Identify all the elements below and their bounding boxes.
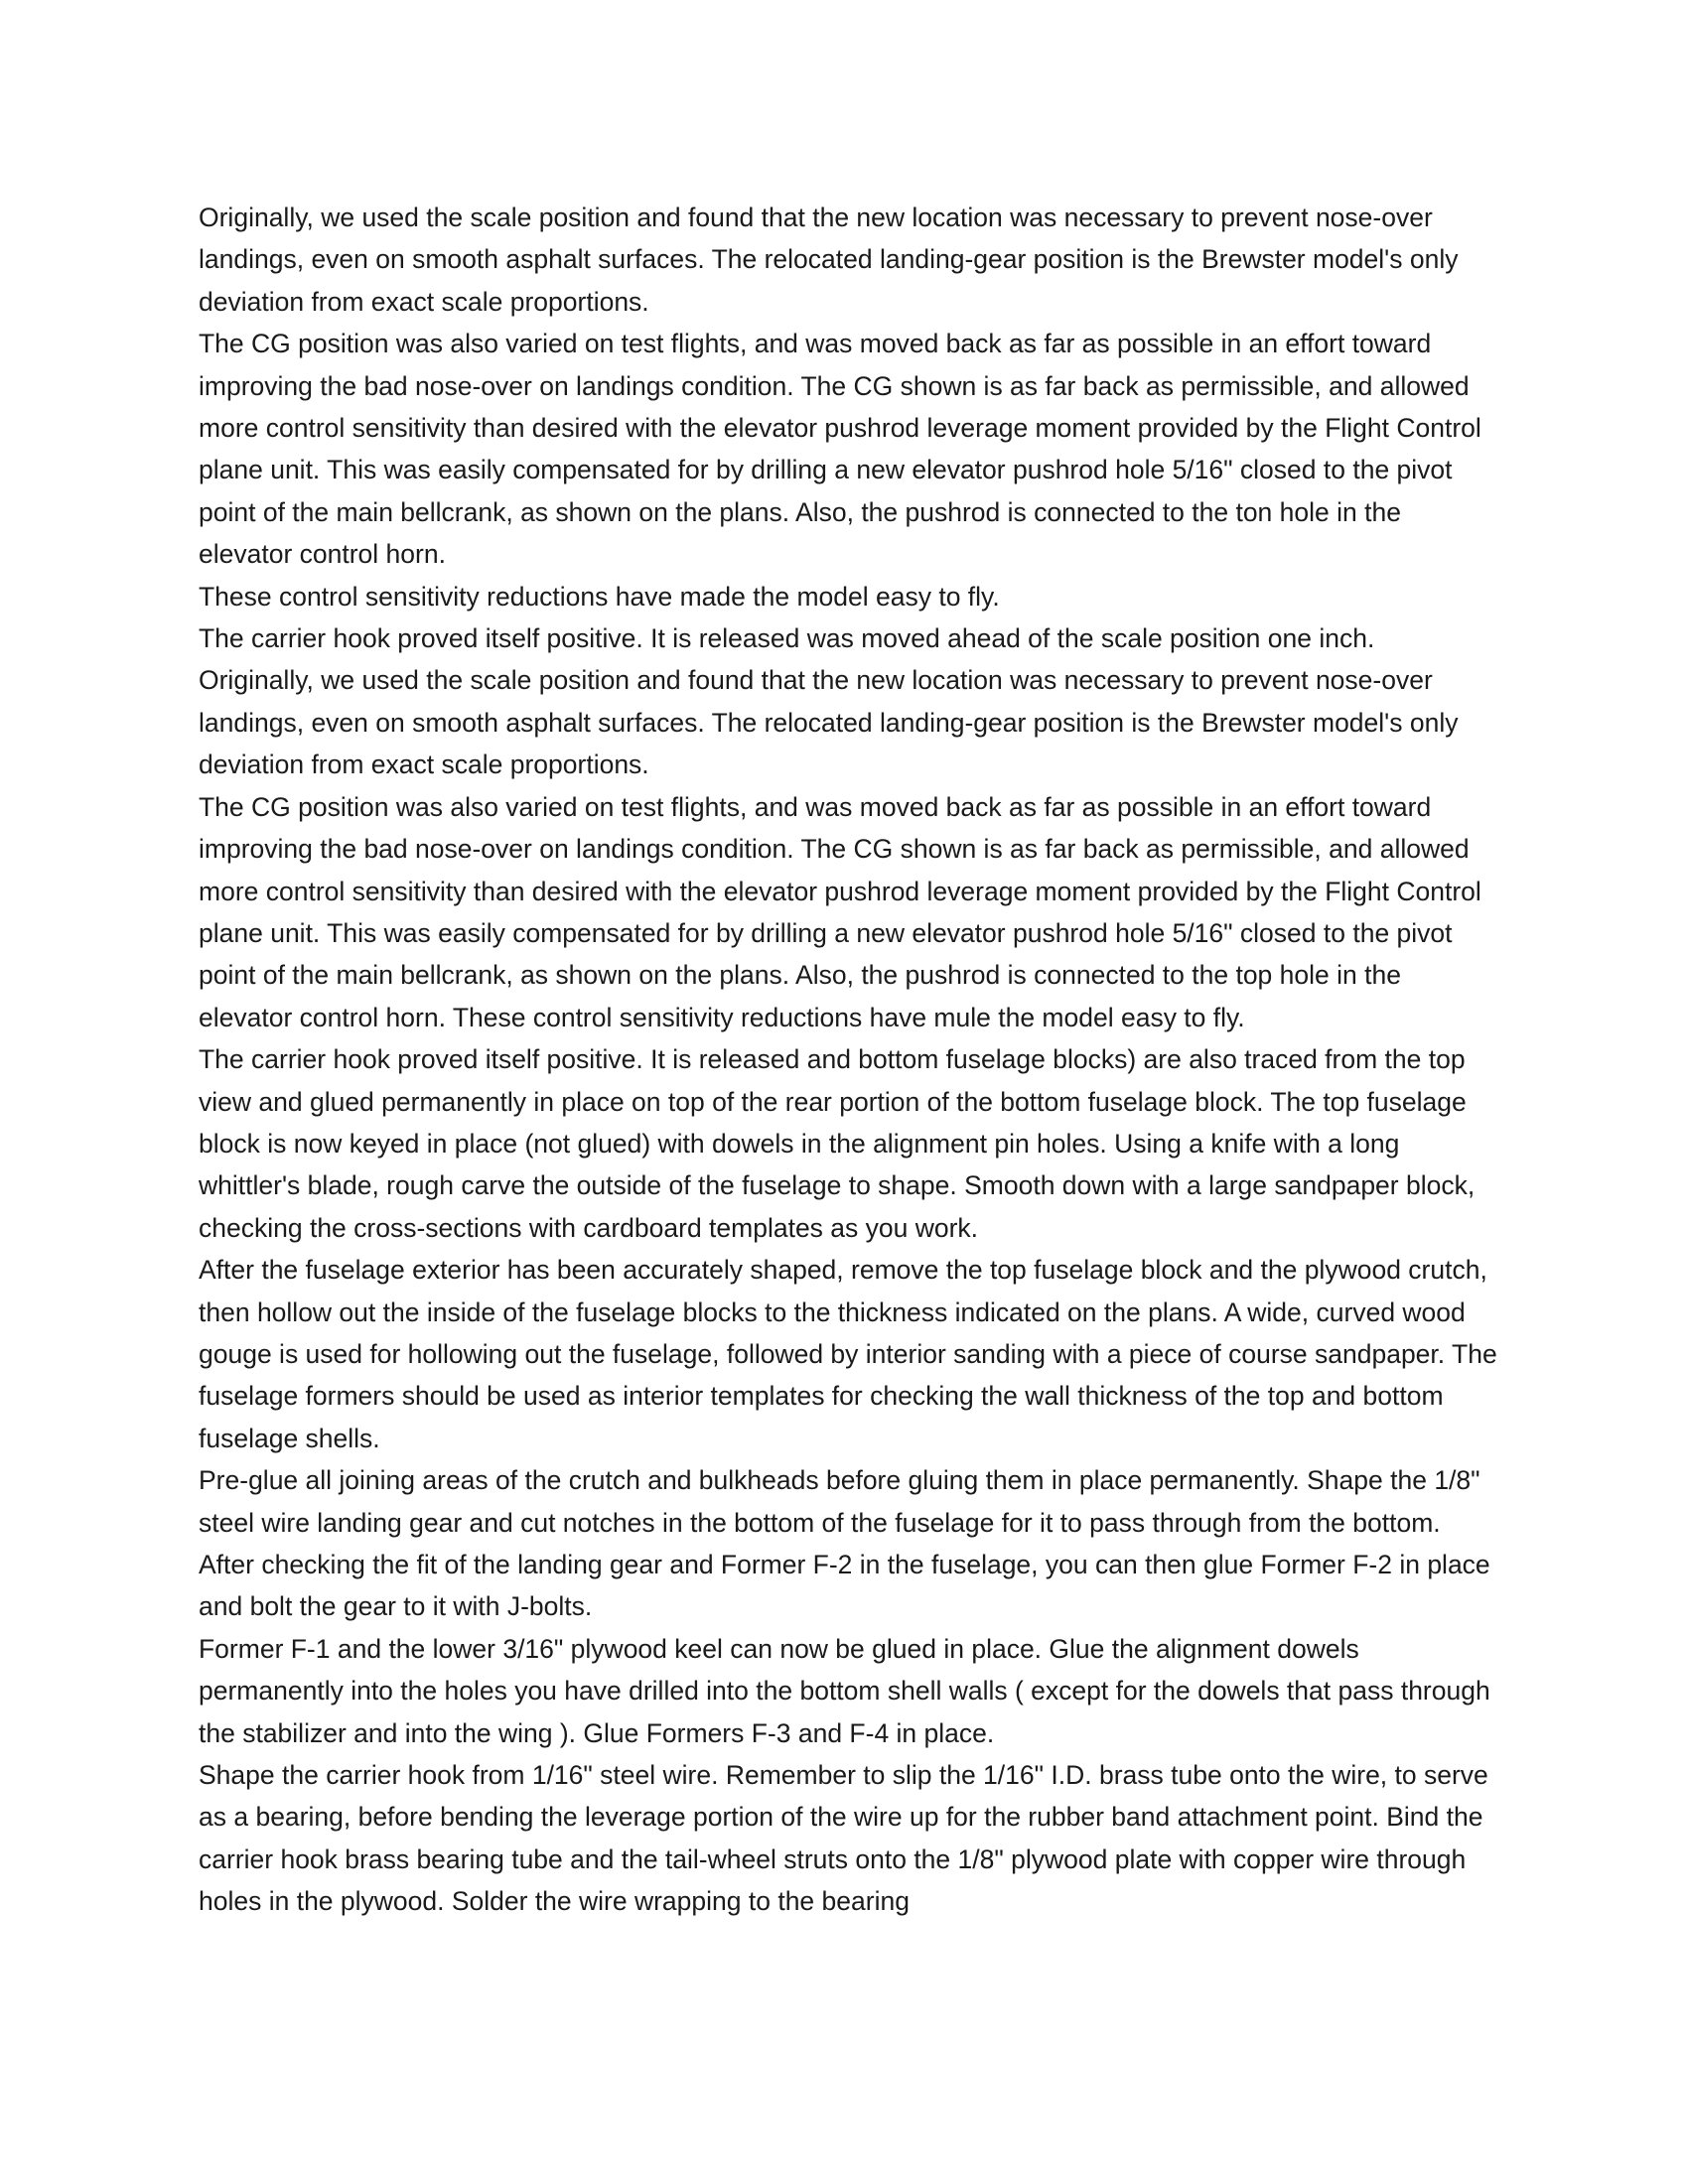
paragraph: These control sensitivity reductions have made the model easy to fly. [199,581,1000,612]
paragraph: After the fuselage exterior has been accurately shaped, remove the top fuselage block and the plywood crutch, then hollow out the inside of the fuselage blocks to the thickness indicated on the plans. A wide, curved wood gouge is used for hollowing out the fuselage, followed by interior sanding with a piece of course sandpaper. The fuselage formers should be used as interior templates for checking the wall thickness of the top and bottom fuselage shells. [199,1255,1497,1453]
paragraph: The carrier hook proved itself positive. It is released was moved ahead of the scale position one inch. [199,623,1375,654]
paragraph: Former F-1 and the lower 3/16" plywood keel can now be glued in place. Glue the alignment dowels permanently into the holes you have drilled into the bottom shell walls ( except for the dowels that pass through the stabilizer and into the wing ). Glue Formers F-3 and F-4 in place. [199,1633,1490,1748]
paragraph: Pre-glue all joining areas of the crutch and bulkheads before gluing them in place permanently. Shape the 1/8" steel wire landing gear and cut notches in the bottom of the fuselage for it to pass through from the bottom. After checking the fit of the landing gear and Former F-2 in the fuselage, you can then glue Former F-2 in place and bolt the gear to it with J-bolts. [199,1465,1490,1622]
paragraph: Originally, we used the scale position and found that the new location was necessary to prevent nose-over landings, even on smooth asphalt surfaces. The relocated landing-gear position is the Brewster model's only deviation from exact scale proportions. [199,665,1459,780]
document-body [199,197,1499,1923]
paragraph: The carrier hook proved itself positive. It is released and bottom fuselage blocks) are also traced from the top view and glued permanently in place on top of the rear portion of the bottom fuselage block. The top fuselage block is now keyed in place (not glued) with dowels in the alignment pin holes. Using a knife with a long whittler's blade, rough carve the outside of the fuselage to shape. Smooth down with a large sandpaper block, checking the cross-sections with cardboard templates as you work. [199,1044,1476,1243]
paragraph: The CG position was also varied on test flights, and was moved back as far as possible in an effort toward improving the bad nose-over on landings condition. The CG shown is as far back as permissible, and allowed more control sensitivity than desired with the elevator pushrod leverage moment provided by the Flight Control plane unit. This was easily compensated for by drilling a new elevator pushrod hole 5/16" closed to the pivot point of the main bellcrank, as shown on the plans. Also, the pushrod is connected to the ton hole in the elevator control horn. [199,329,1481,570]
paragraph: The CG position was also varied on test flights, and was moved back as far as possible in an effort toward improving the bad nose-over on landings condition. The CG shown is as far back as permissible, and allowed more control sensitivity than desired with the elevator pushrod leverage moment provided by the Flight Control plane unit. This was easily compensated for by drilling a new elevator pushrod hole 5/16" closed to the pivot point of the main bellcrank, as shown on the plans. Also, the pushrod is connected to the top hole in the elevator control horn. These control sensitivity reductions have mule the model easy to fly. [199,791,1481,1032]
paragraph: Shape the carrier hook from 1/16" steel wire. Remember to slip the 1/16" I.D. brass tube onto the wire, to serve as a bearing, before bending the leverage portion of the wire up for the rubber band attachment point. Bind the carrier hook brass bearing tube and the tail-wheel struts onto the 1/8" plywood plate with copper wire through holes in the plywood. Solder the wire wrapping to the bearing [199,1760,1488,1917]
paragraph: Originally, we used the scale position and found that the new location was necessary to prevent nose-over landings, even on smooth asphalt surfaces. The relocated landing-gear position is the Brewster model's only deviation from exact scale proportions. [199,203,1459,317]
